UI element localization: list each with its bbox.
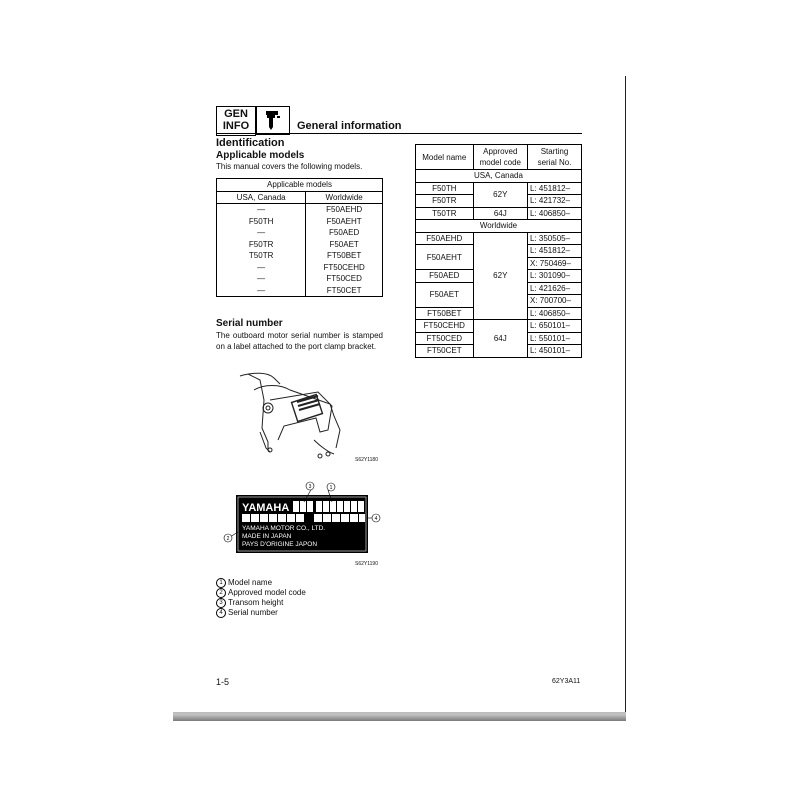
table-cell: F50TR [416, 195, 474, 208]
table-cell: FT50CED [306, 273, 383, 285]
applicable-models-heading: Applicable models [216, 150, 305, 161]
table-cell: X: 700700– [528, 295, 582, 308]
page-number: 1-5 [216, 677, 230, 687]
table-cell: L: 406850– [528, 207, 582, 220]
label-brand: YAMAHA [242, 502, 290, 514]
page-title: General information [297, 120, 402, 132]
label-line-3: PAYS D'ORIGINE JAPON [242, 541, 318, 548]
identification-heading: Identification [216, 137, 285, 149]
figure-legend [216, 578, 306, 618]
table-cell: T50TR [217, 250, 306, 262]
table-cell: FT50CED [416, 332, 474, 345]
applicable-models-table [216, 178, 383, 297]
table-cell: F50TH [217, 216, 306, 228]
table-cell: FT50BET [416, 307, 474, 320]
section-tab [216, 106, 256, 136]
table-cell: F50AED [416, 270, 474, 283]
figure-code: S62Y1190 [355, 561, 378, 567]
figure-code: S62Y1180 [355, 457, 378, 463]
legend-item: 3 Transom height [216, 598, 306, 608]
label-line-1: YAMAHA MOTOR CO., LTD. [242, 525, 326, 532]
table-cell: F50AET [306, 239, 383, 251]
table-cell: F50AEHT [416, 245, 474, 270]
table-cell: L: 450101– [528, 345, 582, 358]
column-header: Model name [416, 145, 474, 170]
legend-item: 2 Approved model code [216, 588, 306, 598]
table-cell: — [217, 285, 306, 297]
table-caption: Applicable models [217, 179, 383, 192]
table-cell: F50AEHD [416, 232, 474, 245]
table-cell: FT50CET [416, 345, 474, 358]
column-header: Worldwide [306, 191, 383, 204]
table-cell: 64J [473, 207, 527, 220]
table-cell: — [217, 204, 306, 216]
callout-3-label: 3 [308, 484, 312, 490]
document-code: 62Y3A11 [552, 678, 581, 685]
table-cell: L: 350505– [528, 232, 582, 245]
model-code-table [415, 144, 582, 358]
table-cell: F50TH [416, 182, 474, 195]
table-cell: FT50CEHD [306, 262, 383, 274]
table-cell: F50AEHT [306, 216, 383, 228]
table-cell: L: 550101– [528, 332, 582, 345]
table-cell: F50TR [217, 239, 306, 251]
header-rule [216, 133, 582, 134]
intro-text: This manual covers the following models. [216, 162, 363, 171]
table-cell: — [217, 262, 306, 274]
column-header: Starting serial No. [528, 145, 582, 170]
legend-item: 4 Serial number [216, 608, 306, 618]
page-bottom-bar [173, 714, 626, 721]
section-tab-gen: GEN [224, 108, 248, 120]
table-cell: X: 750469– [528, 257, 582, 270]
serial-label-illustration [220, 480, 390, 565]
callout-1-label: 1 [329, 485, 333, 491]
table-cell: FT50CEHD [416, 320, 474, 333]
table-cell: L: 406850– [528, 307, 582, 320]
table-cell: L: 650101– [528, 320, 582, 333]
table-cell: L: 421732– [528, 195, 582, 208]
table-cell: F50AED [306, 227, 383, 239]
label-line-2: MADE IN JAPAN [242, 533, 292, 540]
column-header: USA, Canada [217, 191, 306, 204]
table-cell: 62Y [473, 232, 527, 320]
table-cell: L: 421626– [528, 282, 582, 295]
serial-number-text: The outboard motor serial number is stamped on a label attached to the port clamp bracket. [216, 331, 383, 351]
table-cell: FT50CET [306, 285, 383, 297]
table-cell: F50AEHD [306, 204, 383, 216]
table-cell: L: 451812– [528, 182, 582, 195]
table-cell: L: 451812– [528, 245, 582, 258]
table-cell: — [217, 273, 306, 285]
outboard-motor-icon [256, 106, 290, 135]
table-cell: 62Y [473, 182, 527, 207]
table-cell: L: 301090– [528, 270, 582, 283]
legend-item: 1 Model name [216, 578, 306, 588]
callout-2-label: 2 [226, 536, 230, 542]
table-cell: FT50BET [306, 250, 383, 262]
region-row: Worldwide [416, 220, 582, 233]
section-tab-info: INFO [222, 120, 250, 132]
callout-4-label: 4 [374, 516, 378, 522]
page-edge-line [625, 76, 626, 720]
table-cell: T50TR [416, 207, 474, 220]
clamp-bracket-illustration [234, 370, 364, 470]
serial-number-heading: Serial number [216, 318, 283, 329]
table-cell: — [217, 227, 306, 239]
column-header: Approved model code [473, 145, 527, 170]
table-cell: F50AET [416, 282, 474, 307]
table-cell: 64J [473, 320, 527, 358]
region-row: USA, Canada [416, 170, 582, 183]
